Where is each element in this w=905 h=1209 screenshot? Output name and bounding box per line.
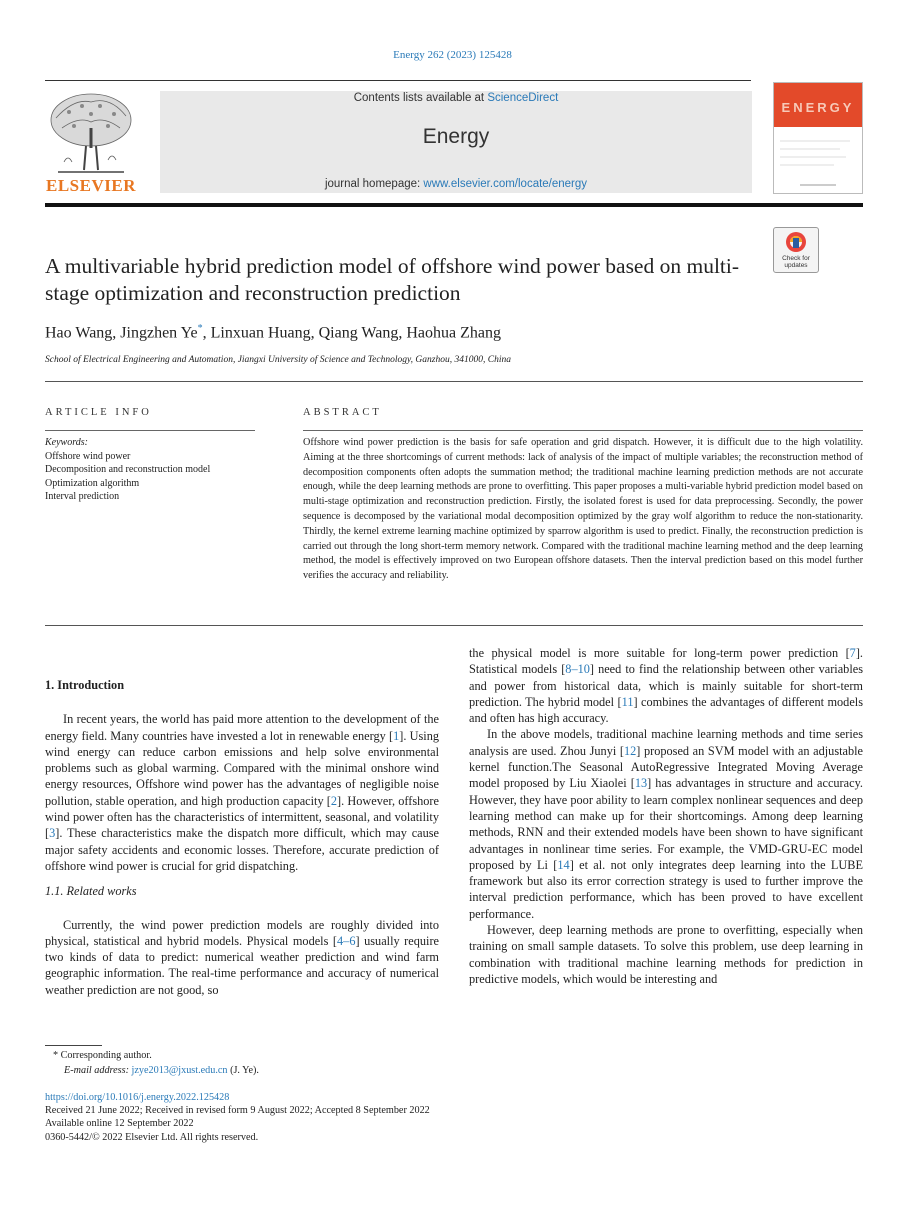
top-divider: [45, 80, 751, 81]
journal-cover[interactable]: [773, 82, 863, 194]
keywords-title: Keywords:: [45, 437, 88, 448]
article-title: A multivariable hybrid prediction model of offshore wind power based on multi-stage optimization and reconstruction prediction: [45, 254, 740, 305]
citation-link[interactable]: 1: [393, 728, 400, 743]
email-label: E-mail address:: [64, 1064, 132, 1076]
article-info-label: ARTICLE INFO: [45, 407, 152, 418]
keywords-block: [45, 436, 210, 504]
citation-link[interactable]: 4–6: [337, 933, 356, 948]
text-run: ] et al. not only integrates deep learning into the LUBE framework but also its error correction strategy is used to further improve the interval prediction performance, which has been proved to have excellent performance.: [469, 857, 864, 921]
footnote: [45, 1049, 259, 1078]
keyword-item: Optimization algorithm: [45, 477, 140, 489]
text-run: ] combines the advantages of different models and often has high accuracy.: [469, 694, 863, 726]
text-run: ]. Using wind energy can reduce carbon emissions and help solve environmental problems such as global warming. Compared with the minimal onshore wind energy resources, Offshore wind power has the advantages of negligible noise pollution, stable operation, and high production capacity [: [45, 728, 440, 808]
text-run: ] has advantages in structure and accuracy. However, they have poor ability to learn complex nonlinear sequences and deep learning method can make up for their shortcomings. Among deep learning methods, RNN and their extended models have been shown to have significant advantages in nonlinear time series. For example, the VMD-GRU-EC model proposed by Li [: [469, 776, 863, 872]
text-run: In the above models, traditional machine learning methods and time series analysis are used. Zhou Junyi [: [469, 727, 863, 758]
abstract-text: Offshore wind power prediction is the basis for safe operation and grid dispatch. However, it is difficult due to the high volatility. Aiming at the three shortcomings of current methods: lack of analysis of the impact of multiple variables; the reconstruction method of decomposition components often adopts the summation method; the traditional machine learning prediction methods are not accurate enough, while the deep learning methods are prone to overfitting. This paper proposes a multi-variable hybrid prediction model based on multi-stage optimization and reconstruction prediction. Firstly, the isolated forest is used for data preprocessing. Secondly, the power sequence is decomposed by the variational modal decomposition optimized by the gray wolf algorithm to reduce the non-stationarity. Thirdly, the kernel extreme learning machine optimized by sparrow algorithm is used to predict. Finally, the reconstruction prediction is carried out through the long short-term memory network. Compared with the traditional machine learning method and the deep learning method, the model is effectively improved on two European offshore datasets. Then the interval prediction based on this model further verifies the accuracy and reliability.: [303, 437, 863, 582]
subsection-heading-related-works: 1.1. Related works: [45, 884, 137, 899]
keyword-item: Interval prediction: [45, 491, 120, 503]
check-badge-line2: updates: [784, 262, 808, 269]
article-info-divider: [45, 430, 255, 431]
body-paragraph: However, deep learning methods are prone to overfitting, especially when training on small sample datasets. To solve this problem, use deep learning in combination with traditional machine learning methods for prediction in predictive models, which would be interesting and: [469, 923, 863, 986]
authors-before[interactable]: Hao Wang, Jingzhen Ye: [45, 324, 198, 342]
body-paragraph: [469, 726, 863, 922]
header-thick-rule: [45, 203, 863, 207]
email-suffix: (J. Ye).: [227, 1064, 259, 1076]
email-link[interactable]: jzye2013@jxust.edu.cn: [131, 1064, 228, 1076]
check-badge-line1: Check for: [782, 255, 810, 262]
body-paragraph: [469, 645, 863, 726]
received-dates: Received 21 June 2022; Received in revised form 9 August 2022; Accepted 8 September 2022: [45, 1105, 430, 1117]
corresponding-marker[interactable]: *: [197, 323, 203, 334]
footnote-marker: *: [53, 1050, 59, 1061]
journal-name: Energy: [422, 125, 490, 148]
elsevier-tree-icon: [44, 88, 138, 174]
text-run: ] proposed an SVM model with an adjustable kernel function.The Seasonal AutoRegressive Integrated Moving Average model proposed by Liu Xiaolei [: [469, 743, 863, 791]
text-run: ] usually require two kinds of data to predict: numerical weather prediction and wind farm geographic information. The real-time performance and accuracy of numerical weather prediction are not good, so: [45, 933, 439, 997]
text-run: Currently, the wind power prediction models are roughly divided into physical, statistical and hybrid models. Physical models [: [45, 917, 439, 948]
sciencedirect-link[interactable]: ScienceDirect: [487, 92, 559, 104]
citation-link[interactable]: 3: [49, 826, 56, 841]
author-list: [45, 323, 501, 342]
publication-info: [45, 1091, 430, 1144]
text-run: ] need to find the relationship between other variables and power from historical data, which is mainly suitable for short-term prediction. The hybrid model [: [469, 662, 863, 709]
elsevier-logo[interactable]: [44, 88, 138, 196]
contents-line: [160, 92, 752, 104]
copyright: 0360-5442/© 2022 Elsevier Ltd. All rights reserved.: [45, 1131, 259, 1143]
citation-link[interactable]: 14: [557, 857, 570, 872]
contents-prefix: Contents lists available at: [353, 92, 488, 104]
affiliation: School of Electrical Engineering and Automation, Jiangxi University of Science and Technology, Ganzhou, 341000, China: [45, 355, 511, 365]
homepage-link[interactable]: www.elsevier.com/locate/energy: [423, 178, 588, 190]
text-run: the physical model is more suitable for long-term power prediction [: [469, 646, 850, 660]
body-column-left: [45, 677, 439, 998]
homepage-prefix: journal homepage:: [324, 178, 424, 190]
journal-header: [160, 91, 752, 193]
section-heading-introduction: 1. Introduction: [45, 678, 125, 692]
body-paragraph: [45, 917, 439, 998]
divider: [45, 381, 863, 382]
text-run: ]. These characteristics make the dispatch more difficult, which may cause major safety accidents and economic losses. Therefore, accurate prediction of offshore wind power is crucial for grid dispatching.: [45, 826, 439, 873]
citation-link[interactable]: 7: [849, 646, 856, 660]
citation-link[interactable]: 11: [621, 694, 634, 709]
keyword-item: Decomposition and reconstruction model: [45, 464, 211, 476]
divider: [45, 625, 863, 626]
journal-reference[interactable]: Energy 262 (2023) 125428: [393, 49, 512, 61]
abstract-label: ABSTRACT: [303, 407, 382, 418]
body-paragraph: [45, 711, 439, 874]
text-run: ]. However, offshore wind power often has the characteristics of intermittent, seasonal, and volatility [: [45, 793, 439, 841]
citation-link[interactable]: 12: [623, 743, 637, 758]
available-online: Available online 12 September 2022: [45, 1118, 194, 1130]
cover-title: ENERGY: [781, 100, 855, 115]
elsevier-wordmark: ELSEVIER: [46, 176, 136, 195]
doi-link[interactable]: https://doi.org/10.1016/j.energy.2022.125428: [45, 1092, 230, 1103]
corresponding-author-note: Corresponding author.: [60, 1050, 152, 1061]
text-run: ]. Statistical models [: [469, 646, 863, 677]
authors-after[interactable]: , Linxuan Huang, Qiang Wang, Haohua Zhang: [202, 324, 501, 342]
cover-content-icon: [780, 133, 856, 189]
citation-link[interactable]: 13: [634, 776, 648, 791]
citation-link[interactable]: 8–10: [565, 662, 590, 677]
footnote-rule: [45, 1045, 102, 1046]
keyword-item: Offshore wind power: [45, 450, 131, 462]
text-run: In recent years, the world has paid more attention to the development of the energy field. Many countries have invested a lot in renewable energy [: [45, 712, 439, 743]
homepage-line: [160, 178, 752, 190]
body-column-right: [469, 645, 863, 987]
citation-link[interactable]: 2: [330, 793, 338, 808]
abstract-divider: [303, 430, 863, 431]
check-for-updates-button[interactable]: [773, 227, 819, 273]
